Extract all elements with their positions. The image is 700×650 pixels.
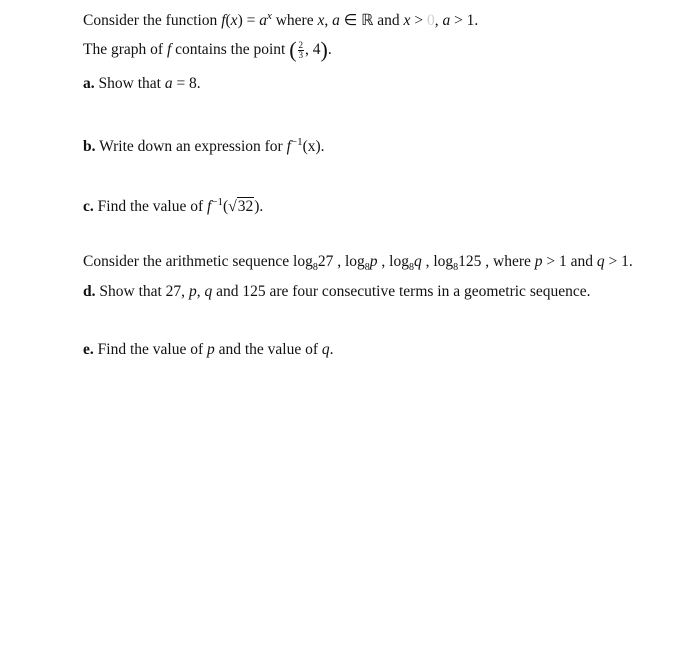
- text: Find the value of: [93, 341, 207, 358]
- part-label: d.: [83, 283, 96, 300]
- math-q: q: [204, 283, 213, 300]
- paren-close: ): [320, 37, 328, 62]
- text: , log: [421, 253, 454, 270]
- text: > 1.: [450, 12, 479, 29]
- text: Find the value of: [93, 198, 207, 215]
- math-a: a: [164, 75, 173, 92]
- text: where: [271, 12, 318, 29]
- math-q: q: [413, 253, 422, 270]
- numerator: 2: [298, 39, 304, 50]
- text: 27 , log: [317, 253, 365, 270]
- text: and 125 are four consecutive terms in a geometric sequence.: [212, 283, 591, 300]
- text: (x).: [302, 138, 325, 155]
- math-p: p: [206, 341, 215, 358]
- paren: (: [225, 12, 231, 29]
- text: > 1 and: [542, 253, 597, 270]
- math-p: p: [188, 283, 197, 300]
- text: = 8.: [172, 75, 201, 92]
- radicand: 32: [237, 198, 254, 215]
- text: The graph of: [83, 41, 167, 58]
- text: ,: [434, 12, 443, 29]
- part-label: a.: [83, 75, 95, 92]
- math-p: p: [534, 253, 543, 270]
- part-c: [83, 192, 263, 217]
- log-base: 8: [364, 262, 370, 273]
- square-root: [228, 197, 254, 217]
- math-f: f: [166, 41, 172, 58]
- math-a: a: [259, 12, 267, 29]
- exponent: x: [266, 10, 272, 22]
- text: contains the point: [171, 41, 290, 58]
- text: .: [327, 41, 332, 58]
- part-label: e.: [83, 341, 94, 358]
- part-d: [83, 282, 591, 302]
- math-p: p: [369, 253, 378, 270]
- text: Show that: [94, 75, 165, 92]
- math-q: q: [321, 341, 330, 358]
- math-a: a: [442, 12, 451, 29]
- inverse-exponent: −1: [290, 136, 303, 148]
- text: Consider the arithmetic sequence log: [83, 253, 313, 270]
- text: >: [410, 12, 427, 29]
- math-f: f: [206, 198, 212, 215]
- math-a: a: [332, 12, 340, 29]
- math-x: x: [230, 12, 238, 29]
- text: ).: [254, 198, 264, 215]
- faded-zero: 0: [426, 12, 435, 29]
- text: ,: [324, 12, 333, 29]
- text: ,: [196, 283, 205, 300]
- fraction: [298, 41, 305, 60]
- arithmetic-sequence-statement: [83, 252, 633, 278]
- text: , 4: [305, 41, 321, 58]
- log-base: 8: [312, 262, 318, 273]
- paren-open: (: [289, 37, 297, 62]
- log-base: 8: [453, 262, 459, 273]
- text: > 1.: [604, 253, 633, 270]
- math-f: f: [286, 138, 291, 155]
- denominator: 3: [298, 49, 304, 60]
- log-base: 8: [408, 262, 414, 273]
- math-x: x: [317, 12, 325, 29]
- text: ∈ ℝ and: [339, 12, 404, 29]
- text: Consider the function: [83, 12, 222, 29]
- text: Show that 27,: [95, 283, 189, 300]
- text: and the value of: [214, 341, 322, 358]
- part-e: [83, 340, 334, 360]
- part-b: [83, 132, 325, 157]
- paren: (: [223, 198, 229, 215]
- text: 125 , where: [458, 253, 535, 270]
- part-label: b.: [83, 138, 96, 155]
- radical-sign: √: [228, 198, 237, 215]
- text: Write down an expression for: [95, 138, 287, 155]
- function-definition: [83, 6, 478, 31]
- graph-point-statement: [83, 37, 332, 62]
- inverse-exponent: −1: [211, 196, 224, 208]
- math-f: f: [221, 12, 226, 29]
- text: .: [329, 341, 334, 358]
- math-x: x: [403, 12, 411, 29]
- part-a: [83, 74, 201, 94]
- part-label: c.: [83, 198, 94, 215]
- text: , log: [377, 253, 409, 270]
- text: ) =: [237, 12, 260, 29]
- math-q: q: [596, 253, 605, 270]
